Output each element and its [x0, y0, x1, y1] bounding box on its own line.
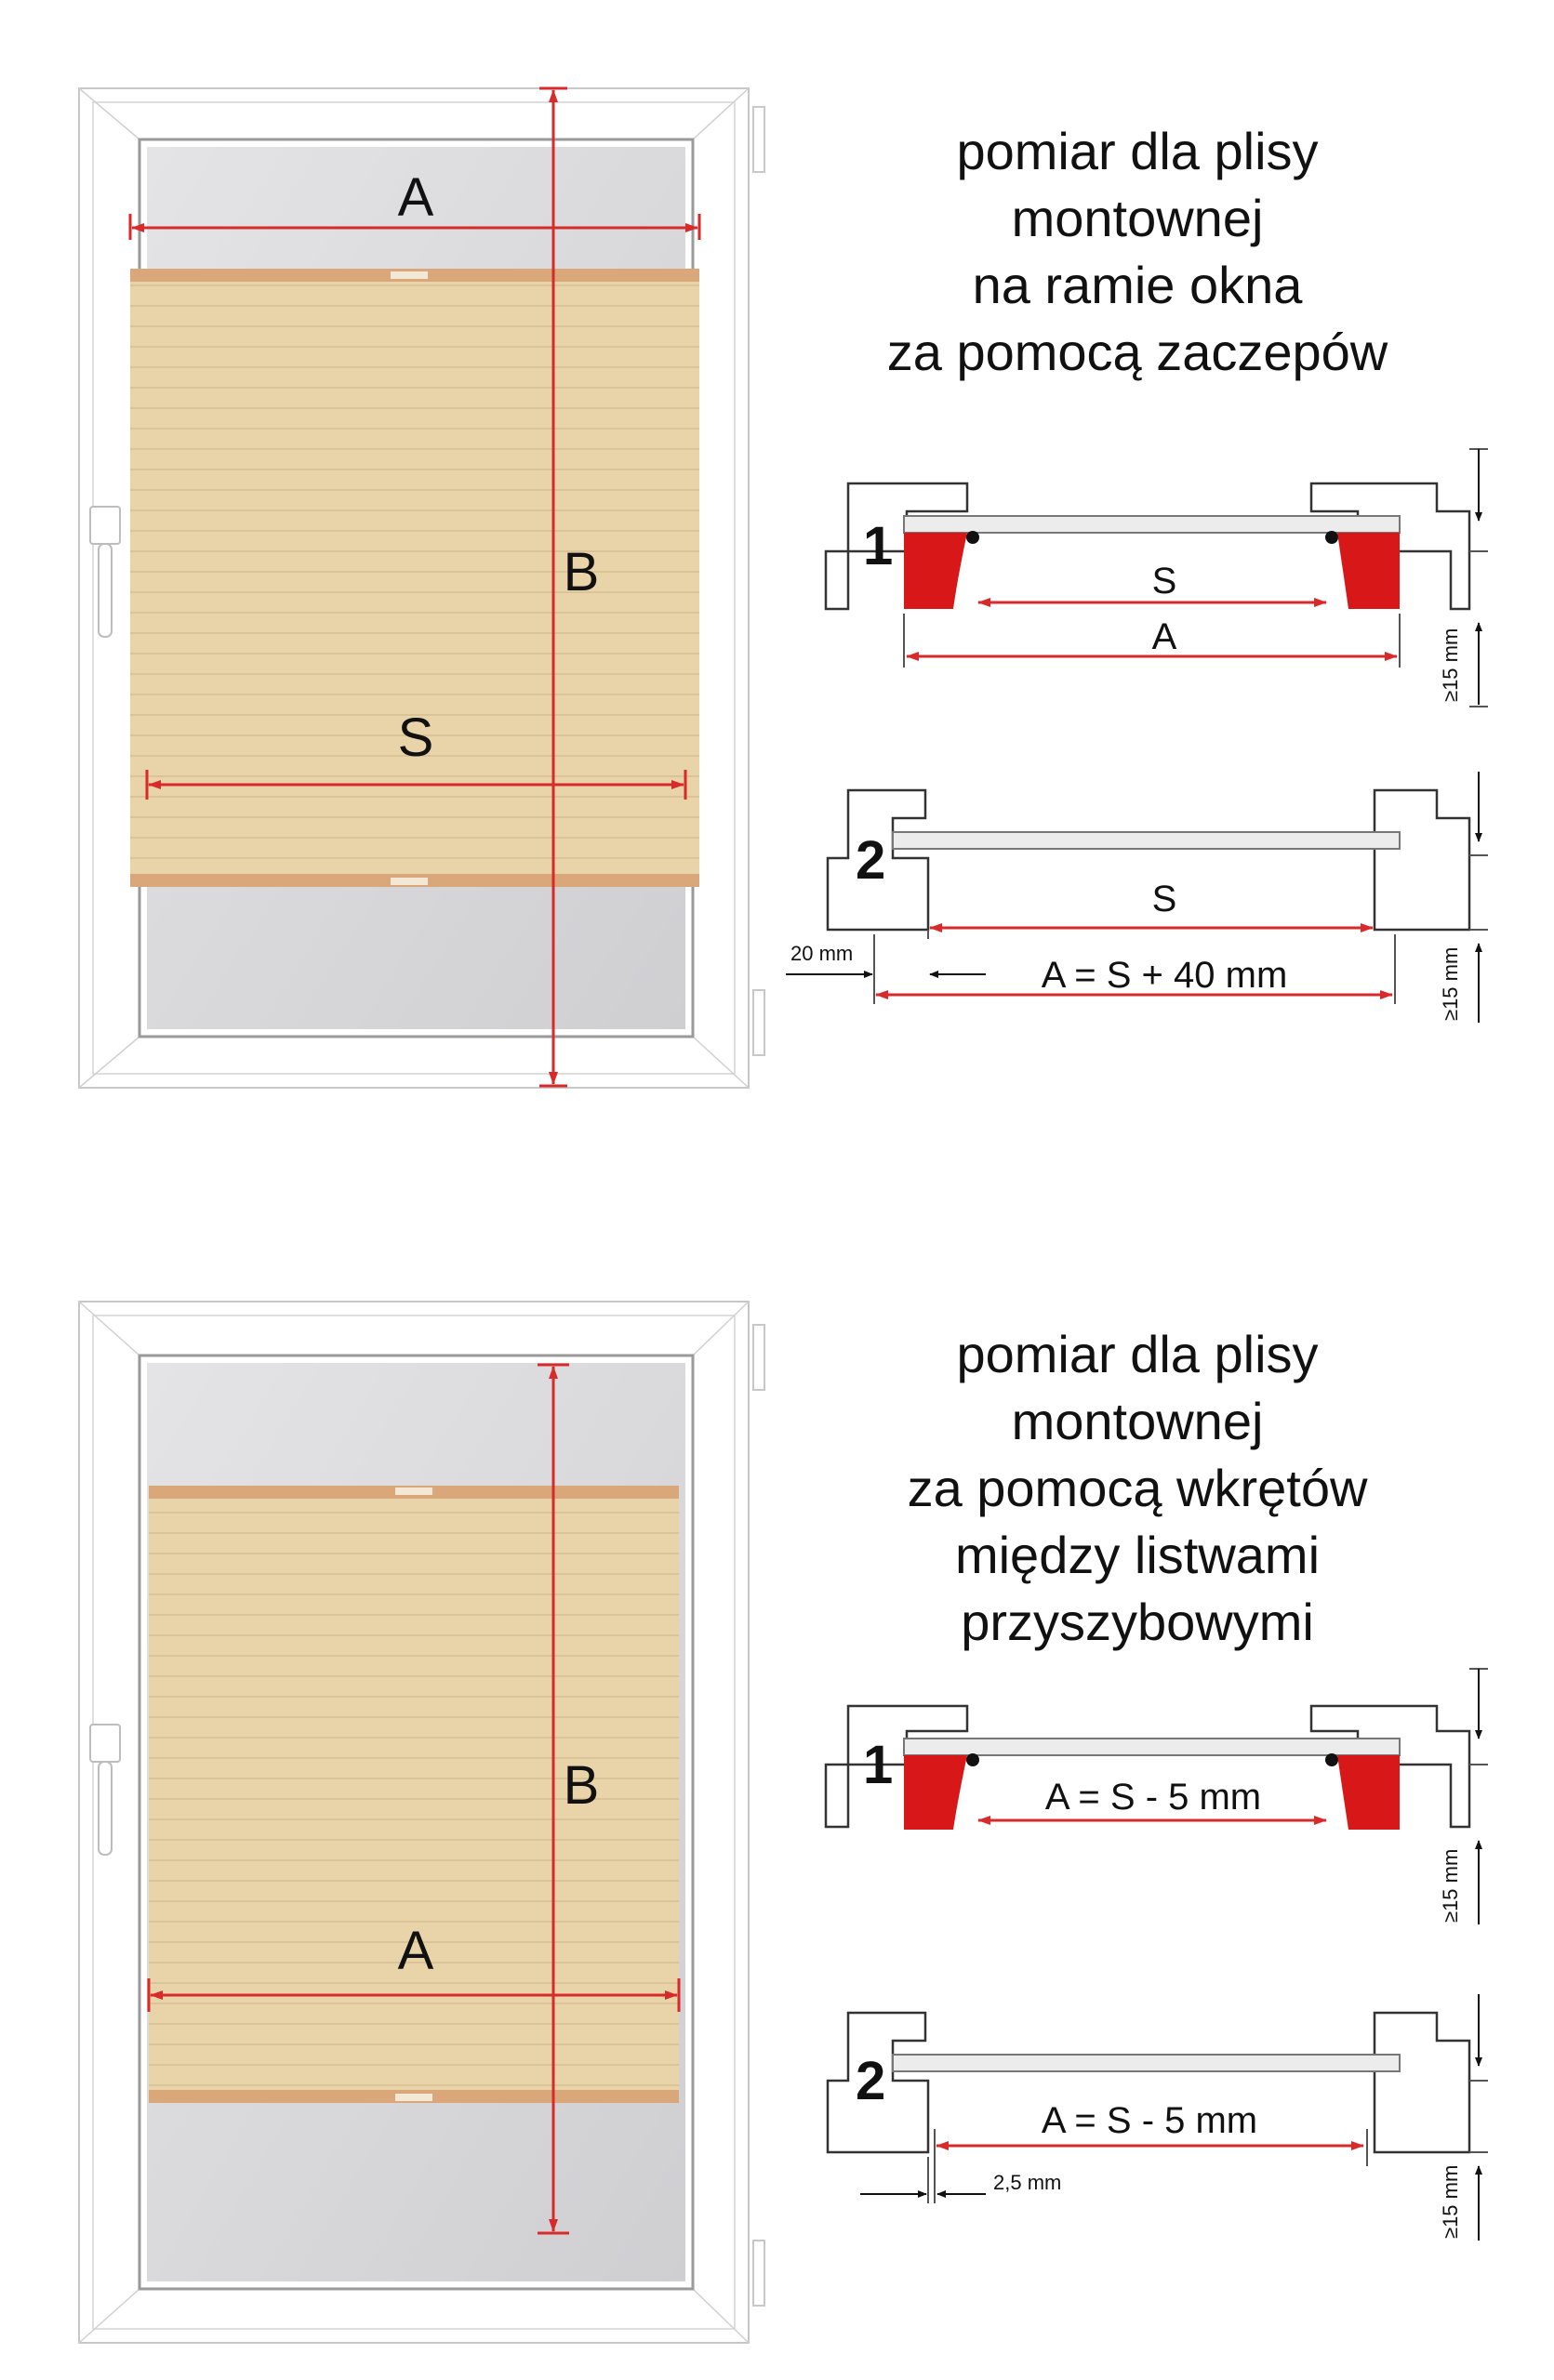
title-line: na ramie okna — [972, 256, 1303, 314]
top-detail-2 — [786, 772, 1488, 1023]
bracket-left — [904, 1755, 967, 1830]
detail-number: 1 — [863, 516, 894, 576]
label-S: S — [1151, 561, 1177, 602]
bottom-title — [908, 1325, 1368, 1651]
hinge-icon — [753, 2241, 764, 2306]
bottom-window — [79, 1302, 764, 2343]
detail-number: 2 — [856, 2051, 886, 2111]
title-line: przyszybowymi — [961, 1593, 1314, 1651]
bottom-detail-2 — [828, 1994, 1488, 2241]
label-A: A — [397, 1921, 434, 1981]
bottom-detail-1 — [826, 1669, 1488, 1924]
title-line: montownej — [1011, 189, 1264, 247]
label-B: B — [563, 542, 600, 602]
detail-number: 2 — [856, 830, 886, 891]
label-A: A — [397, 167, 434, 228]
offset-note: 2,5 mm — [993, 2171, 1062, 2194]
title-line: pomiar dla plisy — [956, 1325, 1319, 1383]
top-detail-1 — [826, 449, 1488, 707]
pleated-blind — [130, 269, 699, 887]
title-line: między listwami — [954, 1526, 1321, 1584]
pleated-blind — [149, 1486, 679, 2103]
label-S: S — [397, 707, 434, 768]
label-B: B — [563, 1755, 600, 1816]
title-line: pomiar dla plisy — [956, 122, 1319, 180]
title-line: za pomocą zaczepów — [886, 323, 1388, 381]
top-title — [887, 122, 1388, 381]
hinge-icon — [753, 107, 764, 172]
bracket-right — [1337, 533, 1400, 609]
hinge-icon — [753, 1325, 764, 1390]
hinge-icon — [753, 990, 764, 1055]
title-line: za pomocą wkrętów — [907, 1459, 1368, 1517]
label-A: A — [1151, 616, 1177, 657]
label-S: S — [1151, 879, 1177, 919]
bracket-right — [1337, 1755, 1400, 1830]
min-distance-note: ≥15 mm — [1439, 628, 1462, 702]
label-A-formula: A = S - 5 mm — [1044, 1777, 1262, 1818]
bracket-left — [904, 533, 967, 609]
detail-number: 1 — [863, 1735, 894, 1795]
title-line: montownej — [1011, 1392, 1264, 1450]
min-distance-note: ≥15 mm — [1439, 2164, 1462, 2239]
min-distance-note: ≥15 mm — [1439, 1848, 1462, 1923]
label-A-formula: A = S + 40 mm — [1041, 955, 1288, 996]
offset-note: 20 mm — [790, 942, 854, 965]
top-window — [79, 88, 764, 1088]
label-A-formula: A = S - 5 mm — [1041, 2100, 1258, 2141]
min-distance-note: ≥15 mm — [1439, 946, 1462, 1021]
